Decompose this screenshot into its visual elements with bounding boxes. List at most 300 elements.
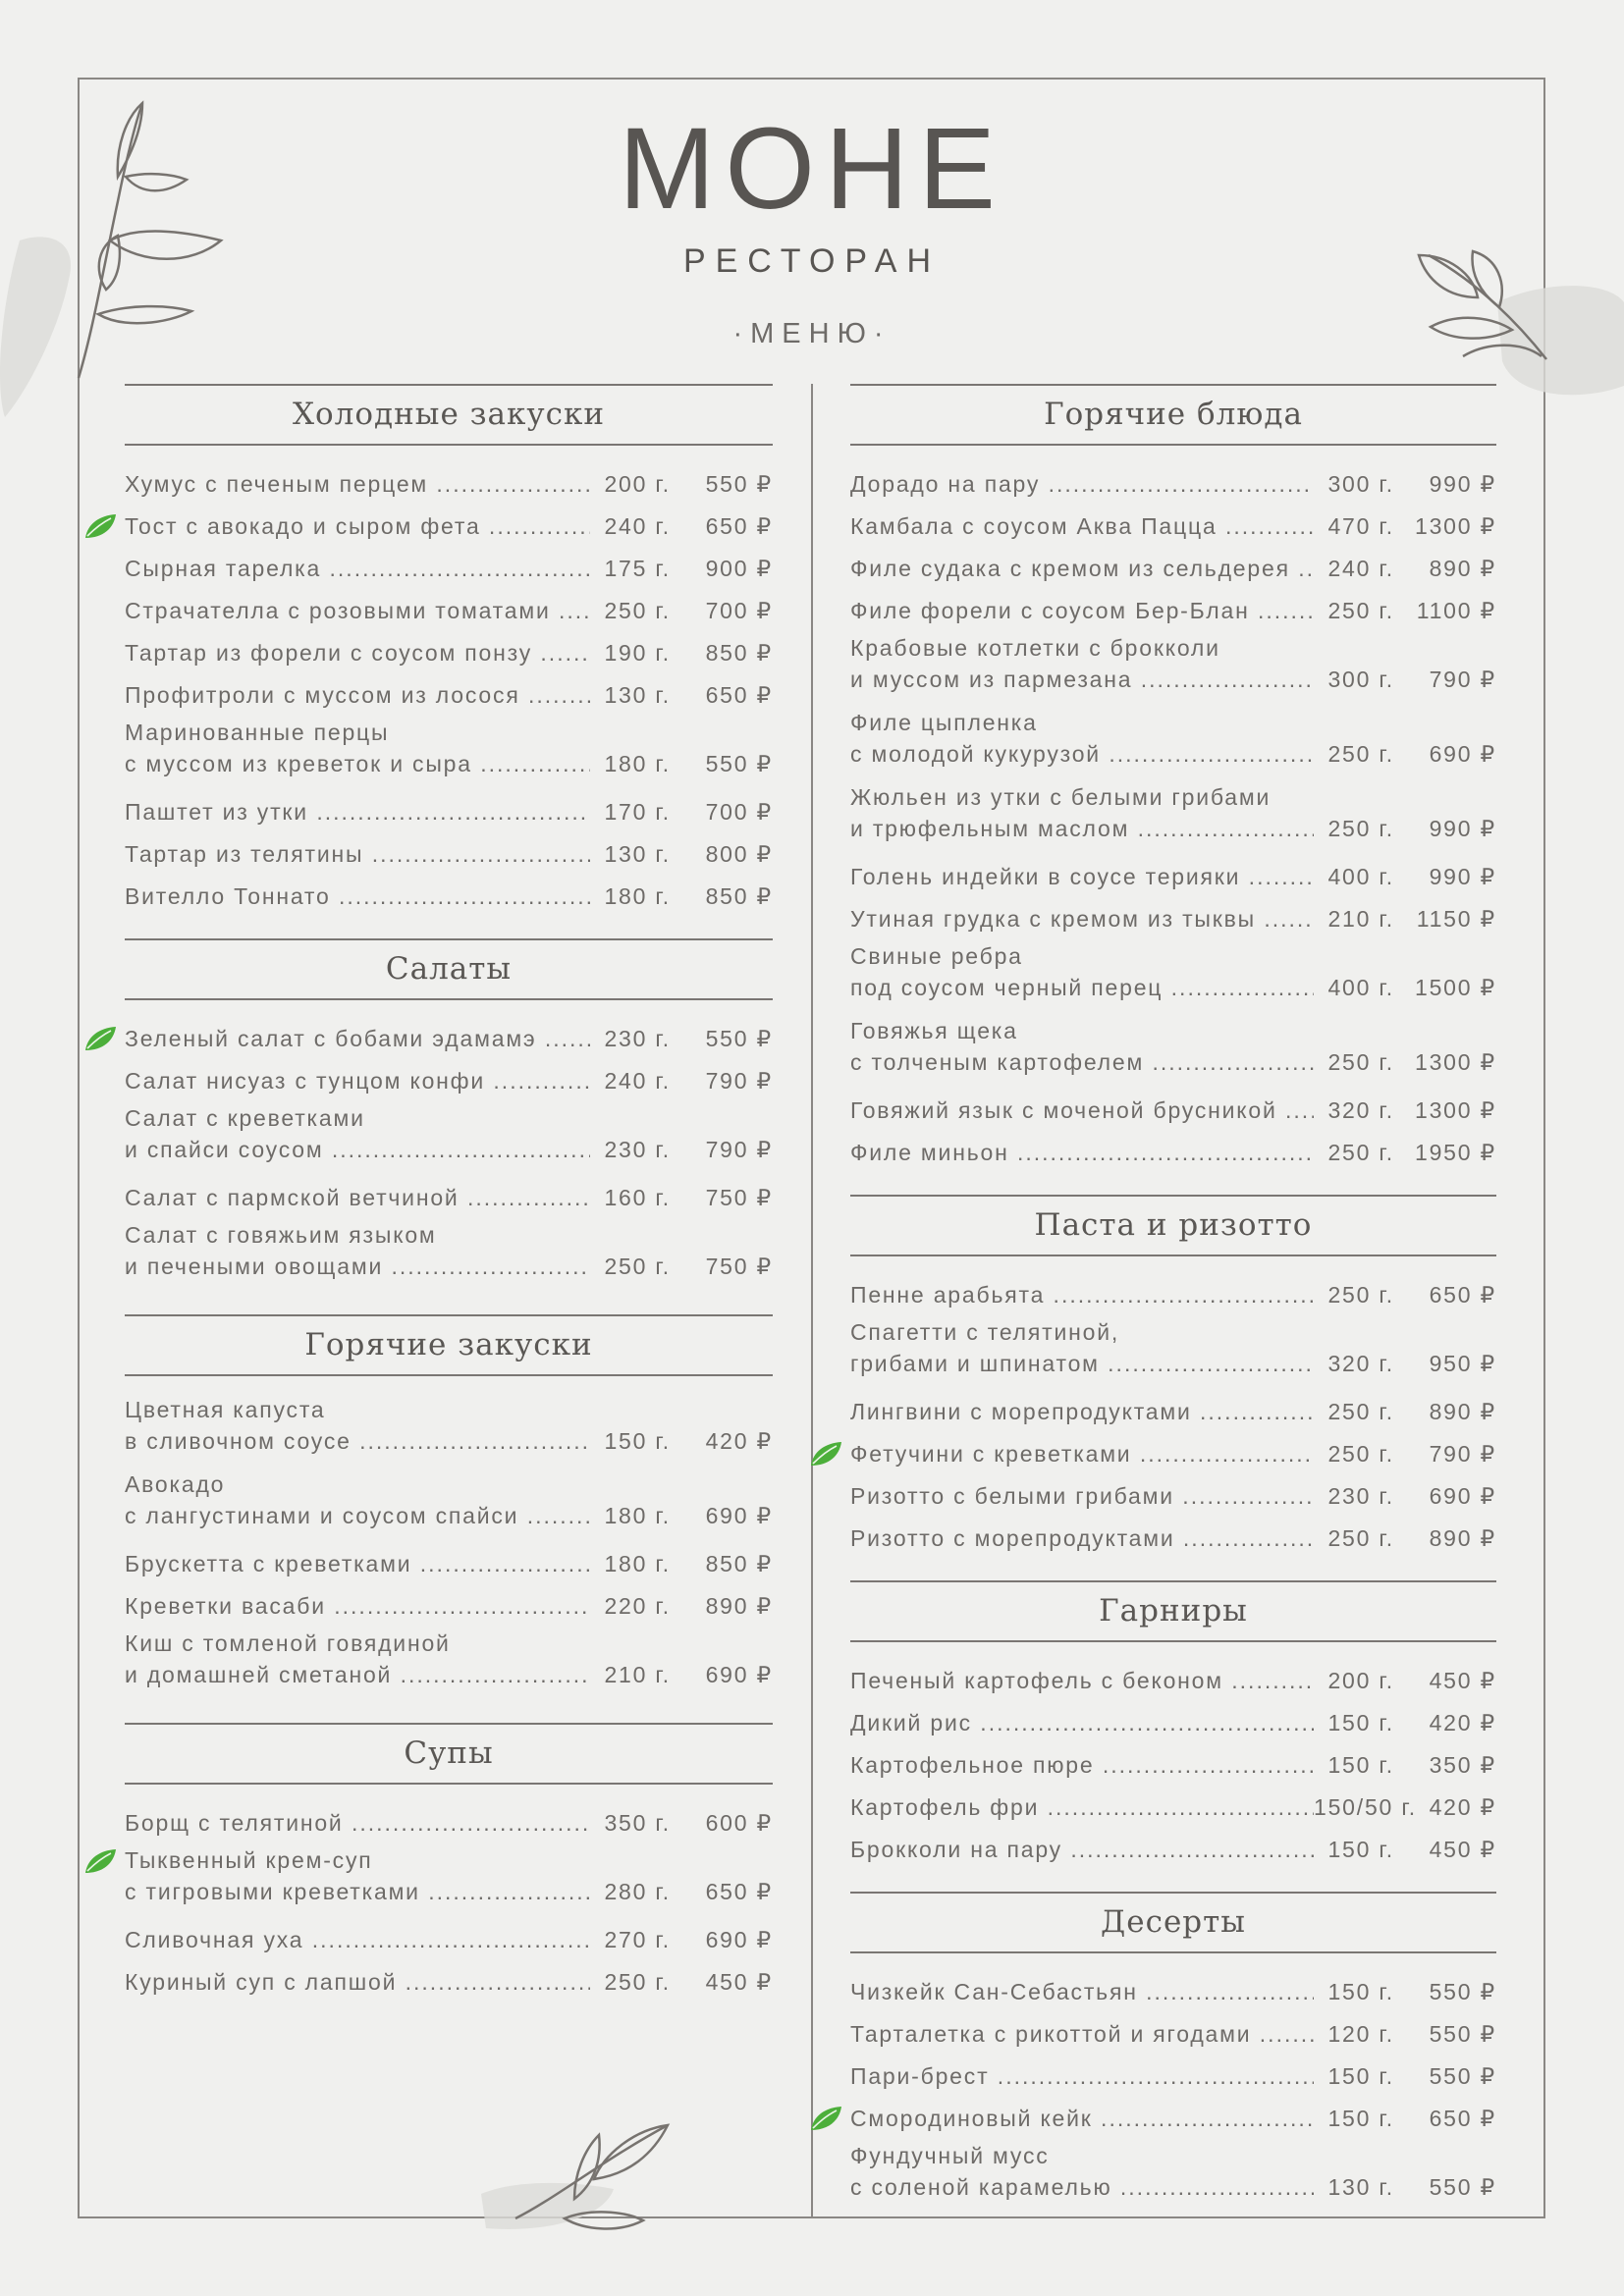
menu-item-row (850, 1744, 1496, 1787)
dish-price: 850 ₽ (705, 883, 773, 909)
menu-section (850, 1580, 1496, 1892)
menu-item (125, 1543, 773, 1585)
dish-weight: 250 г. (1327, 1282, 1394, 1308)
dish-weight: 400 г. (1327, 975, 1394, 1000)
menu-item (125, 791, 773, 833)
dish-weight: 150 г. (1327, 1979, 1394, 2004)
dish-price: 1100 ₽ (1416, 598, 1496, 623)
menu-item-row (125, 632, 773, 674)
dish-name: Чизкейк Сан-Себастьян ..... (850, 1971, 1314, 2013)
dish-weight: 250 г. (1327, 1399, 1394, 1424)
dish-name: Печеный картофель с беконом ..... (850, 1660, 1314, 1702)
dish-price: 700 ₽ (705, 598, 773, 623)
dish-price: 990 ₽ (1429, 471, 1496, 497)
menu-item-row (125, 674, 773, 717)
dish-name-line: Филе цыпленка (850, 710, 1038, 735)
menu-item-list (125, 1376, 773, 1723)
menu-item (850, 898, 1496, 940)
menu-item-row (125, 876, 773, 918)
dish-weight: 280 г. (604, 1879, 671, 1904)
menu-item-row (850, 1047, 1496, 1090)
dish-name-line: Маринованные перцы (125, 720, 390, 745)
menu-item-row (850, 2056, 1496, 2098)
dish-price: 550 ₽ (705, 1026, 773, 1051)
dish-weight: 160 г. (604, 1185, 671, 1210)
dish-name-line: Спагетти с телятиной, (850, 1319, 1120, 1345)
dish-name-line: Авокадо (125, 1471, 226, 1497)
dish-name-line: Салат с креветками (125, 1105, 365, 1131)
dish-price: 420 ₽ (1429, 1794, 1496, 1820)
dish-weight: 250 г. (1327, 1049, 1394, 1075)
dish-price: 790 ₽ (705, 1068, 773, 1094)
menu-item-row (125, 833, 773, 876)
dish-weight: 130 г. (604, 682, 671, 708)
menu-item-row (850, 1787, 1496, 1829)
dish-price: 990 ₽ (1429, 816, 1496, 841)
dish-name: под соусом черный перец ..... (850, 973, 1314, 1015)
dish-name: Картофельное пюре ..... (850, 1744, 1314, 1787)
menu-item (125, 1802, 773, 1844)
branch-bottom-icon (476, 2120, 682, 2248)
dish-weight: 220 г. (604, 1593, 671, 1619)
menu-item-row (850, 1518, 1496, 1560)
menu-item-list (850, 1953, 1496, 2235)
dish-name: с соленой карамелью ..... (850, 2172, 1314, 2215)
menu-item-row (125, 1961, 773, 2003)
dish-name: Паштет из утки ..... (125, 791, 590, 833)
dish-name: Пари-брест ..... (850, 2056, 1314, 2098)
menu-item (125, 876, 773, 918)
dish-name: Зеленый салат с бобами эдамамэ ..... (125, 1018, 590, 1060)
dish-price: 650 ₽ (1429, 2106, 1496, 2131)
dish-price: 650 ₽ (1429, 1282, 1496, 1308)
menu-item (850, 463, 1496, 506)
dish-name-line: Салат с говяжьим языком (125, 1222, 437, 1248)
dish-name: Борщ с телятиной ..... (125, 1802, 590, 1844)
vegetarian-leaf-icon (83, 512, 117, 540)
vegetarian-leaf-icon (809, 1440, 842, 1468)
dish-name: Дорадо на пару ..... (850, 463, 1314, 506)
menu-item (850, 1391, 1496, 1433)
dish-price: 650 ₽ (705, 682, 773, 708)
menu-item-row (850, 2013, 1496, 2056)
menu-item (850, 781, 1496, 856)
dish-weight: 250 г. (604, 1969, 671, 1995)
dish-weight: 240 г. (604, 1068, 671, 1094)
menu-item (125, 548, 773, 590)
dish-price: 950 ₽ (1429, 1351, 1496, 1376)
menu-item-row (125, 590, 773, 632)
dish-weight: 150 г. (1327, 2106, 1394, 2131)
menu-item (125, 463, 773, 506)
menu-item-row (850, 2172, 1496, 2215)
dish-weight: 250 г. (1327, 1525, 1394, 1551)
dish-name-line: Цветная капуста (125, 1397, 326, 1422)
vegetarian-leaf-icon (809, 2105, 842, 2132)
menu-section (125, 1723, 773, 2024)
dish-price: 890 ₽ (1429, 1525, 1496, 1551)
dish-price: 790 ₽ (1429, 667, 1496, 692)
menu-item-row (850, 739, 1496, 781)
dish-price: 550 ₽ (1429, 1979, 1496, 2004)
dish-name: Филе форели с соусом Бер-Блан ..... (850, 590, 1314, 632)
dish-weight: 180 г. (604, 1551, 671, 1576)
menu-item-row (125, 749, 773, 791)
dish-price: 890 ₽ (1429, 1399, 1496, 1424)
menu-item (850, 1660, 1496, 1702)
menu-item-row (850, 1132, 1496, 1174)
menu-item (125, 674, 773, 717)
dish-weight: 175 г. (604, 556, 671, 581)
dish-weight: 250 г. (1327, 598, 1394, 623)
menu-item-row (125, 1877, 773, 1919)
dish-weight: 150 г. (1327, 2063, 1394, 2089)
dish-name: грибами и шпинатом ..... (850, 1349, 1314, 1391)
dish-price: 1150 ₽ (1416, 906, 1496, 932)
menu-item (125, 833, 773, 876)
dish-name-line: Говяжья щека (850, 1018, 1018, 1043)
column-divider (811, 384, 813, 2218)
menu-item (850, 506, 1496, 548)
menu-item (850, 1787, 1496, 1829)
dish-name: и трюфельным маслом ..... (850, 814, 1314, 856)
dish-name: Сливочная уха ..... (125, 1919, 590, 1961)
menu-section (850, 1195, 1496, 1580)
dish-name: Ризотто с морепродуктами ..... (850, 1518, 1314, 1560)
menu-item-row (125, 1501, 773, 1543)
menu-item-row (850, 665, 1496, 707)
dish-price: 1300 ₽ (1415, 1097, 1496, 1123)
dish-weight: 250 г. (1327, 1441, 1394, 1467)
menu-item (850, 1433, 1496, 1475)
menu-item (850, 1744, 1496, 1787)
dish-name: с молодой кукурузой ..... (850, 739, 1314, 781)
menu-item-row (850, 1274, 1496, 1316)
menu-item (125, 1628, 773, 1702)
dish-weight: 320 г. (1327, 1351, 1394, 1376)
dish-name: Голень индейки в соусе терияки ..... (850, 856, 1314, 898)
dish-name: Брускетта с креветками ..... (125, 1543, 590, 1585)
menu-item (850, 1090, 1496, 1132)
dish-name: с толченым картофелем ..... (850, 1047, 1314, 1090)
dish-name: и печеными овощами ..... (125, 1252, 590, 1294)
menu-item (125, 506, 773, 548)
dish-price: 450 ₽ (1429, 1668, 1496, 1693)
menu-item-row (850, 1433, 1496, 1475)
menu-item (125, 1018, 773, 1060)
menu-item-row (125, 1919, 773, 1961)
dish-name: Картофель фри ..... (850, 1787, 1314, 1829)
dish-name: Тарталетка с рикоттой и ягодами ..... (850, 2013, 1314, 2056)
dish-price: 1500 ₽ (1415, 975, 1496, 1000)
dish-weight: 400 г. (1327, 864, 1394, 889)
dish-price: 790 ₽ (1429, 1441, 1496, 1467)
dish-name: Ризотто с белыми грибами ..... (850, 1475, 1314, 1518)
dish-price: 350 ₽ (1429, 1752, 1496, 1778)
dish-weight: 250 г. (1327, 1140, 1394, 1165)
dish-weight: 240 г. (1327, 556, 1394, 581)
dish-price: 990 ₽ (1429, 864, 1496, 889)
dish-weight: 300 г. (1327, 667, 1394, 692)
dish-price: 1300 ₽ (1415, 1049, 1496, 1075)
dish-name-line: Киш с томленой говядиной (125, 1630, 451, 1656)
dish-weight: 250 г. (604, 1254, 671, 1279)
dish-name: с тигровыми креветками ..... (125, 1877, 590, 1919)
dish-name: в сливочном соусе ..... (125, 1426, 590, 1468)
dish-price: 450 ₽ (705, 1969, 773, 1995)
dish-price: 550 ₽ (1429, 2021, 1496, 2047)
dish-price: 600 ₽ (705, 1810, 773, 1836)
dish-weight: 150 г. (604, 1428, 671, 1454)
menu-section (125, 384, 773, 938)
dish-name: Тартар из форели с соусом понзу ..... (125, 632, 590, 674)
dish-price: 650 ₽ (705, 1879, 773, 1904)
dish-price: 1950 ₽ (1415, 1140, 1496, 1165)
menu-item (850, 1971, 1496, 2013)
dish-name: Сырная тарелка ..... (125, 548, 590, 590)
menu-item-row (850, 1702, 1496, 1744)
menu-item-row (850, 856, 1496, 898)
menu-item-row (125, 1426, 773, 1468)
dish-weight: 120 г. (1327, 2021, 1394, 2047)
menu-item-row (850, 1475, 1496, 1518)
dish-price: 650 ₽ (705, 513, 773, 539)
section-title: Салаты (125, 940, 773, 1000)
dish-name: с лангустинами и соусом спайси ..... (125, 1501, 590, 1543)
dish-weight: 230 г. (604, 1137, 671, 1162)
dish-name: Пенне арабьята ..... (850, 1274, 1314, 1316)
menu-item (850, 2098, 1496, 2140)
menu-item (850, 2140, 1496, 2215)
menu-item-row (850, 506, 1496, 548)
dish-weight: 230 г. (1327, 1483, 1394, 1509)
menu-item-row (850, 1829, 1496, 1871)
dish-name: Лингвини с морепродуктами ..... (850, 1391, 1314, 1433)
menu-item (125, 1177, 773, 1219)
menu-item (850, 2056, 1496, 2098)
dish-price: 450 ₽ (1429, 1837, 1496, 1862)
menu-item-row (125, 1177, 773, 1219)
dish-name: с муссом из креветок и сыра ..... (125, 749, 590, 791)
menu-section (125, 1314, 773, 1723)
dish-name: Тартар из телятины ..... (125, 833, 590, 876)
dish-price: 690 ₽ (705, 1662, 773, 1687)
menu-section (125, 938, 773, 1314)
menu-item-list (125, 446, 773, 938)
dish-weight: 250 г. (1327, 741, 1394, 767)
menu-item (125, 632, 773, 674)
menu-item (125, 1844, 773, 1919)
section-title: Холодные закуски (125, 386, 773, 446)
dish-name: Креветки васаби ..... (125, 1585, 590, 1628)
dish-price: 550 ₽ (705, 471, 773, 497)
dish-name: Брокколи на пару ..... (850, 1829, 1314, 1871)
menu-item (850, 1829, 1496, 1871)
dish-name-line: Фундучный мусс (850, 2143, 1050, 2168)
dish-price: 890 ₽ (705, 1593, 773, 1619)
dish-weight: 130 г. (604, 841, 671, 867)
dish-weight: 150 г. (1327, 1752, 1394, 1778)
dish-weight: 170 г. (604, 799, 671, 825)
menu-item-row (850, 548, 1496, 590)
menu-item (850, 940, 1496, 1015)
menu-item (850, 1518, 1496, 1560)
dish-weight: 350 г. (604, 1810, 671, 1836)
menu-item (850, 632, 1496, 707)
dish-weight: 180 г. (604, 883, 671, 909)
menu-item-row (125, 1135, 773, 1177)
dish-name-line: Жюльен из утки с белыми грибами (850, 784, 1272, 810)
dish-price: 750 ₽ (705, 1254, 773, 1279)
dish-price: 420 ₽ (705, 1428, 773, 1454)
menu-item (850, 1132, 1496, 1174)
menu-item (850, 1274, 1496, 1316)
section-title: Супы (125, 1725, 773, 1785)
dish-name: Говяжий язык с моченой брусникой ..... (850, 1090, 1314, 1132)
dish-weight: 270 г. (604, 1927, 671, 1952)
dish-price: 690 ₽ (705, 1927, 773, 1952)
menu-item-row (850, 1971, 1496, 2013)
dish-name: Профитроли с муссом из лосося ..... (125, 674, 590, 717)
menu-item (850, 1015, 1496, 1090)
dish-price: 890 ₽ (1429, 556, 1496, 581)
menu-item-list (125, 1785, 773, 2024)
menu-item (125, 1961, 773, 2003)
menu-item-list (850, 1256, 1496, 1580)
dish-name: Камбала с соусом Аква Пацца ..... (850, 506, 1314, 548)
menu-item-list (850, 1642, 1496, 1892)
menu-item-row (125, 1060, 773, 1102)
dish-price: 900 ₽ (705, 556, 773, 581)
dish-weight: 300 г. (1327, 471, 1394, 497)
dish-price: 850 ₽ (705, 640, 773, 666)
menu-item (850, 856, 1496, 898)
menu-item (850, 1475, 1496, 1518)
menu-item (125, 1585, 773, 1628)
menu-item-row (125, 1802, 773, 1844)
menu-item-row (850, 1391, 1496, 1433)
menu-item-row (850, 463, 1496, 506)
section-title: Десерты (850, 1894, 1496, 1953)
menu-item-row (125, 463, 773, 506)
dish-name: Филе миньон ..... (850, 1132, 1314, 1174)
menu-item-list (850, 446, 1496, 1195)
menu-column-right (850, 384, 1496, 2235)
dish-price: 750 ₽ (705, 1185, 773, 1210)
dish-name: Фетучини с креветками ..... (850, 1433, 1314, 1475)
dish-name: Дикий рис ..... (850, 1702, 1314, 1744)
menu-item (125, 1219, 773, 1294)
menu-item-row (850, 1349, 1496, 1391)
dish-name: Хумус с печеным перцем ..... (125, 463, 590, 506)
menu-item (850, 2013, 1496, 2056)
menu-item-row (850, 590, 1496, 632)
dish-name: Утиная грудка с кремом из тыквы ..... (850, 898, 1314, 940)
dish-price: 550 ₽ (1429, 2063, 1496, 2089)
dish-weight: 210 г. (1327, 906, 1394, 932)
dish-weight: 150 г. (1327, 1837, 1394, 1862)
menu-item-row (125, 1018, 773, 1060)
menu-column-left (125, 384, 773, 2024)
dish-name: Смородиновый кейк ..... (850, 2098, 1314, 2140)
dish-weight: 320 г. (1327, 1097, 1394, 1123)
dish-name: Филе судака с кремом из сельдерея ..... (850, 548, 1314, 590)
menu-item-row (850, 898, 1496, 940)
restaurant-subtitle: РЕСТОРАН (682, 242, 942, 280)
menu-item (850, 1702, 1496, 1744)
menu-item-row (850, 1090, 1496, 1132)
dish-price: 550 ₽ (705, 751, 773, 776)
dish-weight: 250 г. (604, 598, 671, 623)
dish-weight: 230 г. (604, 1026, 671, 1051)
dish-weight: 470 г. (1327, 513, 1394, 539)
menu-item (850, 548, 1496, 590)
dish-weight: 180 г. (604, 751, 671, 776)
dish-price: 850 ₽ (705, 1551, 773, 1576)
menu-section (850, 384, 1496, 1195)
section-title: Гарниры (850, 1582, 1496, 1642)
menu-item-list (125, 1000, 773, 1314)
dish-name-line: Крабовые котлетки с брокколи (850, 635, 1220, 661)
dish-name: и домашней сметаной ..... (125, 1660, 590, 1702)
dish-name: Страчателла с розовыми томатами ..... (125, 590, 590, 632)
dish-name: Салат нисуаз с тунцом конфи ..... (125, 1060, 590, 1102)
dish-name: и спайси соусом ..... (125, 1135, 590, 1177)
dish-price: 690 ₽ (1429, 1483, 1496, 1509)
dish-weight: 180 г. (604, 1503, 671, 1528)
dish-price: 700 ₽ (705, 799, 773, 825)
menu-item-row (850, 1660, 1496, 1702)
dish-price: 550 ₽ (1429, 2174, 1496, 2200)
menu-item (850, 707, 1496, 781)
menu-item-row (125, 1585, 773, 1628)
vegetarian-leaf-icon (83, 1025, 117, 1052)
menu-item-row (125, 791, 773, 833)
dish-weight: 130 г. (1327, 2174, 1394, 2200)
dish-name: и муссом из пармезана ..... (850, 665, 1314, 707)
dish-weight: 240 г. (604, 513, 671, 539)
dish-name: Вителло Тоннато ..... (125, 876, 590, 918)
menu-item (125, 1468, 773, 1543)
menu-item-row (125, 1252, 773, 1294)
vegetarian-leaf-icon (83, 1847, 117, 1875)
menu-item-row (850, 973, 1496, 1015)
menu-item-row (125, 506, 773, 548)
dish-name: Куриный суп с лапшой ..... (125, 1961, 590, 2003)
dish-weight: 250 г. (1327, 816, 1394, 841)
dish-price: 420 ₽ (1429, 1710, 1496, 1735)
dish-name: Тост с авокадо и сыром фета ..... (125, 506, 590, 548)
dish-price: 800 ₽ (705, 841, 773, 867)
menu-item-row (125, 1660, 773, 1702)
dish-name-line: Свиные ребра (850, 943, 1023, 969)
restaurant-title: МОНЕ (619, 104, 1005, 234)
dish-weight: 210 г. (604, 1662, 671, 1687)
menu-label: ·МЕНЮ· (732, 318, 892, 349)
dish-name-line: Тыквенный крем-суп (125, 1847, 373, 1873)
dish-weight: 200 г. (604, 471, 671, 497)
menu-item-row (850, 2098, 1496, 2140)
dish-weight: 200 г. (1327, 1668, 1394, 1693)
section-title: Горячие закуски (125, 1316, 773, 1376)
menu-item-row (125, 1543, 773, 1585)
menu-section (850, 1892, 1496, 2235)
menu-item (850, 590, 1496, 632)
menu-item (125, 1060, 773, 1102)
dish-weight: 150 г. (1327, 1710, 1394, 1735)
menu-item-row (850, 814, 1496, 856)
dish-price: 790 ₽ (705, 1137, 773, 1162)
